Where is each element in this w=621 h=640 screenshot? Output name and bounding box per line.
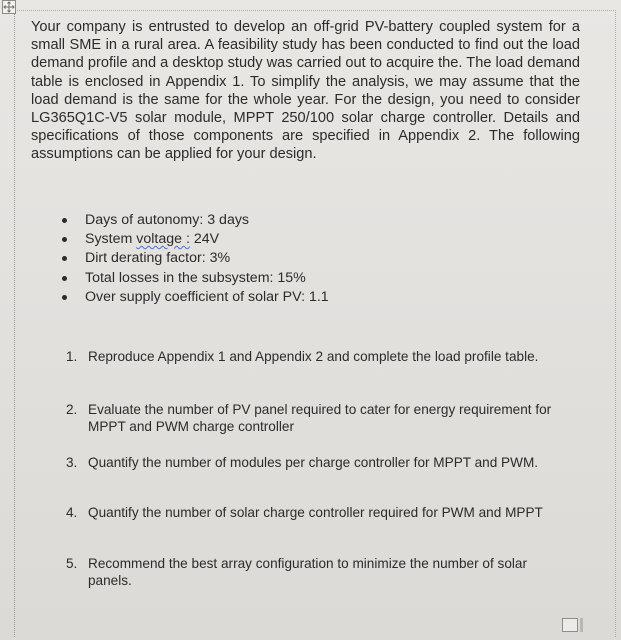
task-text: Quantify the number of modules per charge controller for MPPT and PWM. <box>88 455 539 470</box>
assumption-system-voltage-prefix: System <box>85 231 137 248</box>
task-item-2 <box>66 401 566 435</box>
bullet-icon <box>62 295 67 300</box>
list-item <box>52 288 329 307</box>
bullet-icon <box>62 237 67 242</box>
bullet-icon <box>62 218 67 223</box>
task-number: 3. <box>66 455 78 470</box>
list-item <box>52 249 329 268</box>
resize-handle-icon[interactable] <box>562 618 578 632</box>
task-item-3 <box>66 454 566 471</box>
task-item-4 <box>66 504 566 521</box>
task-item-1 <box>66 348 566 365</box>
move-handle-icon[interactable] <box>2 0 16 14</box>
task-number: 4. <box>66 505 78 520</box>
task-number: 5. <box>66 556 78 571</box>
task-number: 2. <box>66 402 78 417</box>
assumption-system-voltage-value: 24V <box>189 231 220 248</box>
assumption-total-losses: Total losses in the subsystem: 15% <box>85 269 306 286</box>
task-text: Evaluate the number of PV panel required to cater for energy requirement for MPPT and PWM charge controller <box>88 402 552 434</box>
assumption-over-supply: Over supply coefficient of solar PV: 1.1 <box>85 288 329 305</box>
task-text: Recommend the best array configuration to minimize the number of solar panels. <box>88 556 527 588</box>
task-item-5 <box>66 555 566 589</box>
intro-paragraph: Your company is entrusted to develop an off-grid PV-battery coupled system for a small SME in a rural area. A feasibility study has been conducted to find out the load demand profile and a desktop study was carried out to acquire the. The load demand table is enclosed in Appendix 1. To simplify the analysis, we may assume that the load demand is the same for the whole year. For the design, you need to consider LG365Q1C-V5 solar module, MPPT 250/100 solar charge controller. Details and specifications of those components are specified in Appendix 2. The following assumptions can be applied for your design. <box>31 19 580 163</box>
resize-handle-edge <box>580 618 583 632</box>
assumption-dirt-derating: Dirt derating factor: 3% <box>85 250 231 267</box>
list-item <box>52 230 329 249</box>
task-text: Reproduce Appendix 1 and Appendix 2 and complete the load profile table. <box>88 349 539 364</box>
bullet-icon <box>62 256 67 261</box>
spellcheck-flagged-word[interactable]: voltage : <box>136 231 190 248</box>
assumptions-list <box>52 211 329 307</box>
task-text: Quantify the number of solar charge controller required for PWM and MPPT <box>88 505 543 520</box>
assumption-days-of-autonomy: Days of autonomy: 3 days <box>85 212 250 228</box>
list-item <box>52 269 329 288</box>
list-item <box>52 211 329 230</box>
bullet-icon <box>62 276 67 281</box>
task-number: 1. <box>66 349 78 364</box>
